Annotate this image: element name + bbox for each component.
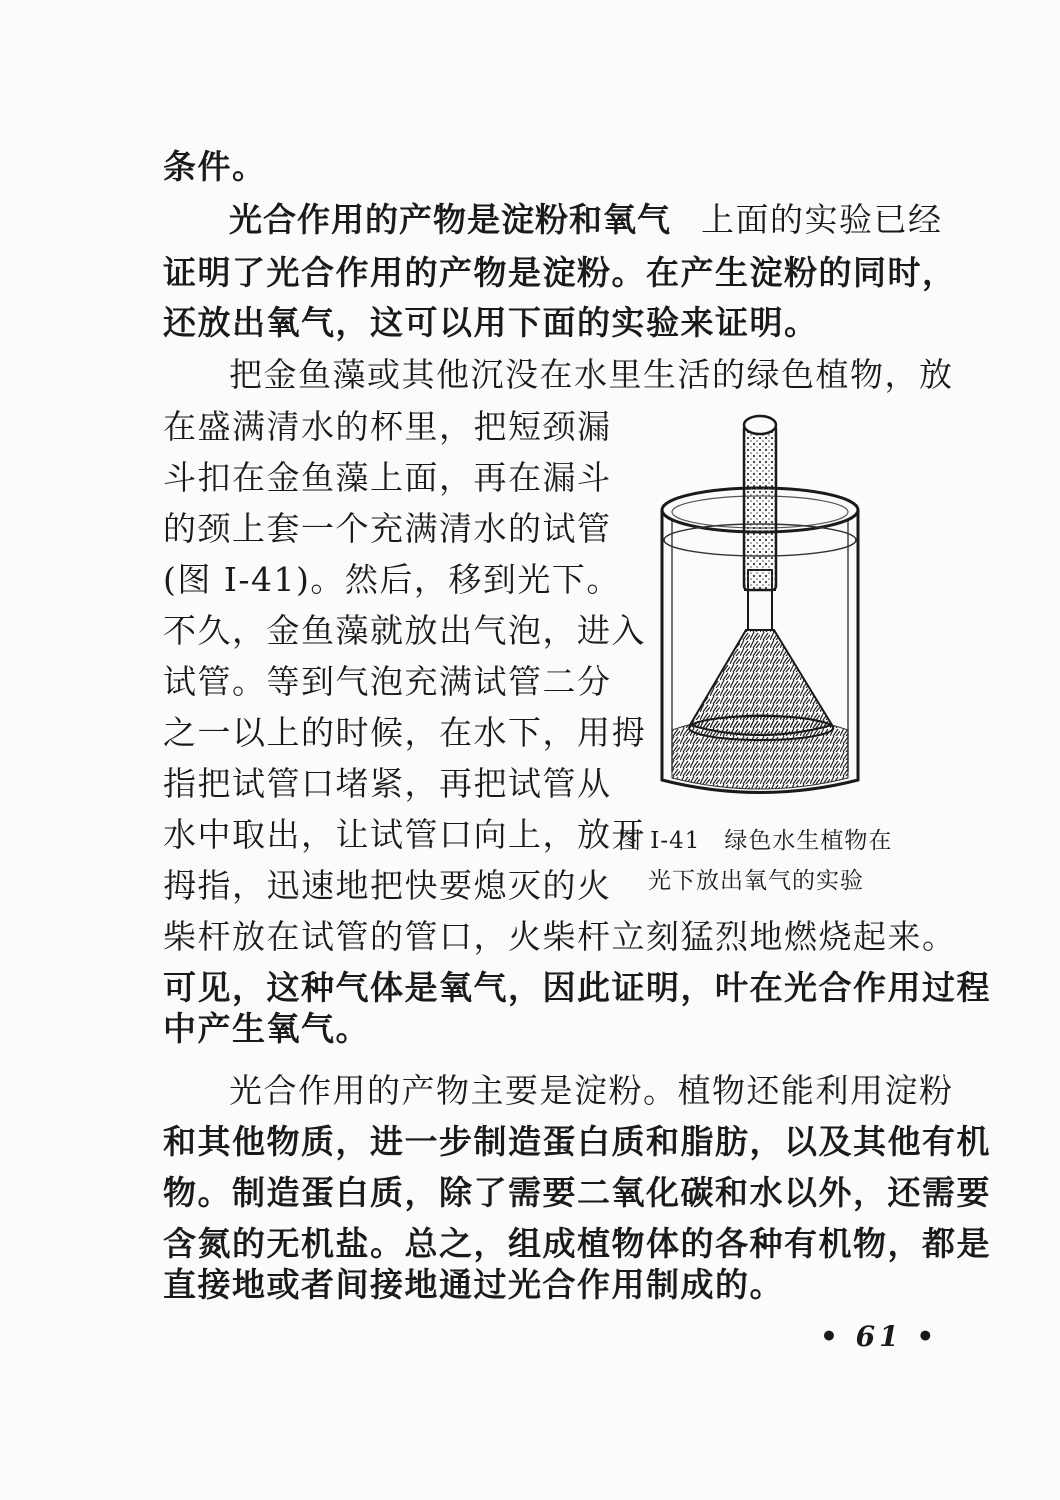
- text-line: 的颈上套一个充满清水的试管: [163, 509, 612, 548]
- text-line: 把金鱼藻或其他沉没在水里生活的绿色植物，放: [229, 355, 954, 394]
- text-line: 直接地或者间接地通过光合作用制成的。: [163, 1265, 784, 1304]
- text-line: 不久，金鱼藻就放出气泡，进入: [163, 611, 646, 650]
- text-line: 在盛满清水的杯里，把短颈漏: [163, 407, 612, 446]
- text-line: 斗扣在金鱼藻上面，再在漏斗: [163, 458, 612, 497]
- text-line: 拇指，迅速地把快要熄灭的火: [163, 866, 612, 905]
- figure-caption-line2: 光下放出氧气的实验: [648, 868, 864, 894]
- text-line: 证明了光合作用的产物是淀粉。在产生淀粉的同时，: [163, 253, 957, 292]
- text-line: 中产生氧气。: [163, 1009, 370, 1048]
- text-line: 光合作用的产物主要是淀粉。植物还能利用淀粉: [229, 1071, 954, 1110]
- text-line: 之一以上的时候，在水下，用拇: [163, 713, 646, 752]
- section-heading: 光合作用的产物是淀粉和氧气: [229, 200, 671, 239]
- text-line: (图 I-41)。然后，移到光下。: [163, 560, 621, 599]
- text-line: 还放出氧气，这可以用下面的实验来证明。: [163, 303, 819, 342]
- experiment-illustration: [650, 400, 870, 820]
- heading-continuation: 上面的实验已经: [701, 200, 943, 239]
- section-heading-line: [229, 200, 943, 239]
- text-line: 和其他物质，进一步制造蛋白质和脂肪，以及其他有机: [163, 1122, 991, 1161]
- text-line: 柴杆放在试管的管口，火柴杆立刻猛烈地燃烧起来。: [163, 917, 957, 956]
- figure-caption-line1: 图 I-41 绿色水生植物在: [618, 828, 893, 854]
- text-line: 含氮的无机盐。总之，组成植物体的各种有机物，都是: [163, 1224, 991, 1263]
- text-line: 指把试管口堵紧，再把试管从: [163, 764, 612, 803]
- text-line: 可见，这种气体是氧气，因此证明，叶在光合作用过程: [163, 968, 991, 1007]
- page-number: • 61 •: [820, 1320, 939, 1353]
- text-line: 水中取出，让试管口向上，放开: [163, 815, 646, 854]
- text-line: 物。制造蛋白质，除了需要二氧化碳和水以外，还需要: [163, 1173, 991, 1212]
- text-line: 条件。: [163, 147, 267, 186]
- text-line: 试管。等到气泡充满试管二分: [163, 662, 612, 701]
